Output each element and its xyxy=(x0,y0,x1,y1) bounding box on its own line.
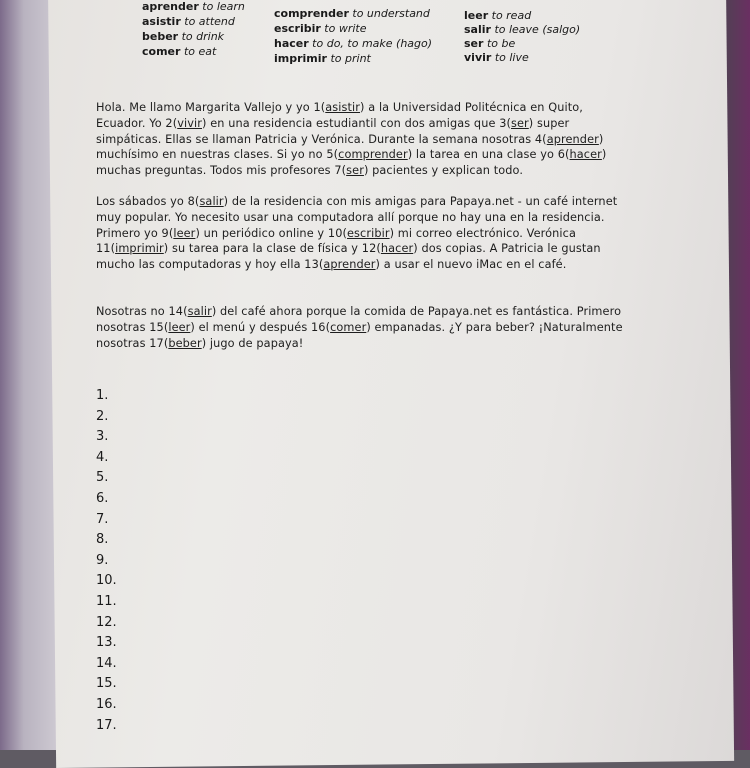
vocab-meaning: to eat xyxy=(183,45,217,58)
paragraph-text: Los sábados yo 8( xyxy=(96,195,200,208)
verb-blank: beber xyxy=(168,336,202,350)
paragraph-text: ) a usar el nuevo iMac en el café. xyxy=(375,258,567,272)
answer-number: 9. xyxy=(96,552,109,568)
vocab-meaning: to learn xyxy=(202,0,245,13)
vocab-meaning: to leave (salgo) xyxy=(494,23,581,36)
vocab-meaning: to read xyxy=(491,9,532,22)
paragraph-text: ) muchas preguntas. Todos mis profesores 7( xyxy=(96,148,607,178)
verb-blank: comprender xyxy=(338,148,408,162)
paragraph-text: Nosotras no 14( xyxy=(96,305,188,318)
answer-number: 5. xyxy=(96,470,109,486)
vocab-verb: vivir xyxy=(464,51,492,64)
verb-blank: comer xyxy=(330,320,367,334)
answer-number: 2. xyxy=(96,408,109,424)
vocab-column-2 xyxy=(274,6,432,66)
paragraph-2 xyxy=(96,194,636,273)
vocab-verb: asistir xyxy=(142,15,181,28)
vocab-entry xyxy=(142,0,245,14)
paragraph-text: ) a la Universidad Politécnica en Quito, Ecuador. Yo 2( xyxy=(96,101,583,130)
answer-number: 13. xyxy=(96,635,117,651)
paragraph-text: ) de la residencia con mis amigas para Papaya.net - un café internet muy popular. Yo necesito usar una computadora allí porque no hay una en la residencia. Primero yo 9( xyxy=(96,195,618,240)
answer-number: 4. xyxy=(96,449,109,465)
verb-blank: leer xyxy=(173,226,196,240)
vocab-entry xyxy=(464,37,580,51)
vocab-verb: beber xyxy=(142,30,179,43)
vocab-meaning: to write xyxy=(324,22,367,35)
vocab-column-1 xyxy=(142,0,245,59)
vocab-verb: ser xyxy=(464,37,484,50)
vocab-meaning: to attend xyxy=(184,15,235,28)
paragraph-text: ) empanadas. ¿Y para beber? ¡Naturalmente nosotras 17( xyxy=(96,320,623,350)
vocab-meaning: to drink xyxy=(181,30,225,43)
vocab-verb: escribir xyxy=(274,22,321,35)
verb-blank: aprender xyxy=(323,258,376,272)
verb-blank: vivir xyxy=(177,116,202,130)
vocab-entry xyxy=(464,51,580,65)
paragraph-text: ) un periódico online y 10( xyxy=(195,226,347,240)
paragraph-1 xyxy=(96,100,636,179)
verb-blank: hacer xyxy=(380,242,414,256)
paragraph-text: ) su tarea para la clase de física y 12( xyxy=(163,242,381,256)
verb-blank: asistir xyxy=(325,101,361,114)
vocab-verb: hacer xyxy=(274,37,309,50)
paragraph-text: ) jugo de papaya! xyxy=(201,336,304,350)
vocab-meaning: to live xyxy=(494,51,529,64)
vocab-verb: comer xyxy=(142,45,181,58)
vocab-column-3 xyxy=(464,9,580,65)
vocab-entry xyxy=(142,44,245,59)
vocab-entry xyxy=(274,21,432,36)
vocab-entry xyxy=(464,23,580,37)
answer-number: 17. xyxy=(96,717,117,733)
paragraph-text: ) mi correo electrónico. Verónica 11( xyxy=(96,226,576,256)
answer-number: 10. xyxy=(96,573,117,589)
paragraph-text: Hola. Me llamo Margarita Vallejo y yo 1( xyxy=(96,101,326,114)
paragraph-text: ) pacientes y explican todo. xyxy=(363,164,524,178)
vocab-entry xyxy=(142,14,245,29)
paragraph-3 xyxy=(96,304,636,351)
verb-blank: ser xyxy=(511,116,529,130)
answer-number: 6. xyxy=(96,490,109,506)
vocab-meaning: to understand xyxy=(352,7,430,20)
answer-number: 7. xyxy=(96,511,109,527)
answer-number-list xyxy=(96,386,117,736)
vocab-verb: salir xyxy=(464,23,491,36)
answer-number: 11. xyxy=(96,593,117,609)
answer-number: 8. xyxy=(96,532,109,548)
vocab-verb: leer xyxy=(464,9,489,22)
vocab-meaning: to do, to make (hago) xyxy=(312,37,433,50)
answer-number: 16. xyxy=(96,696,117,712)
answer-number: 12. xyxy=(96,614,117,630)
paragraph-text: ) en una residencia estudiantil con dos amigas que 3( xyxy=(202,116,511,130)
verb-blank: leer xyxy=(168,320,191,334)
vocab-verb: aprender xyxy=(142,0,199,13)
vocab-verb: comprender xyxy=(274,7,349,20)
vocab-entry xyxy=(464,9,580,23)
paragraph-text: ) muchísimo en nuestras clases. Si yo no 5( xyxy=(96,132,604,162)
answer-number: 3. xyxy=(96,429,109,445)
vocab-entry xyxy=(274,6,432,21)
answer-number: 15. xyxy=(96,676,117,692)
verb-blank: imprimir xyxy=(115,242,164,256)
answer-number: 1. xyxy=(96,388,109,403)
paragraph-text: ) el menú y después 16( xyxy=(190,320,331,334)
verb-blank: aprender xyxy=(546,132,599,146)
answer-number: 14. xyxy=(96,655,117,671)
vocab-entry xyxy=(142,29,245,44)
paragraph-text: ) la tarea en una clase yo 6( xyxy=(407,148,570,162)
vocab-verb: imprimir xyxy=(274,52,327,65)
verb-blank: escribir xyxy=(347,226,390,240)
vocab-meaning: to print xyxy=(330,52,371,65)
verb-blank: ser xyxy=(346,164,364,178)
vocab-entry xyxy=(274,51,432,66)
paragraph-text: ) del café ahora porque la comida de Papaya.net es fantástica. Primero nosotras 15( xyxy=(96,305,622,334)
verb-blank: hacer xyxy=(569,148,602,162)
vocab-entry xyxy=(274,36,432,51)
paragraph-text: ) super simpáticas. Ellas se llaman Patricia y Verónica. Durante la semana nosotras 4( xyxy=(96,116,570,146)
verb-blank: salir xyxy=(199,195,224,208)
paragraph-text: ) dos copias. A Patricia le gustan mucho las computadoras y hoy ella 13( xyxy=(96,242,601,272)
vocab-meaning: to be xyxy=(486,37,516,50)
verb-blank: salir xyxy=(187,305,212,318)
